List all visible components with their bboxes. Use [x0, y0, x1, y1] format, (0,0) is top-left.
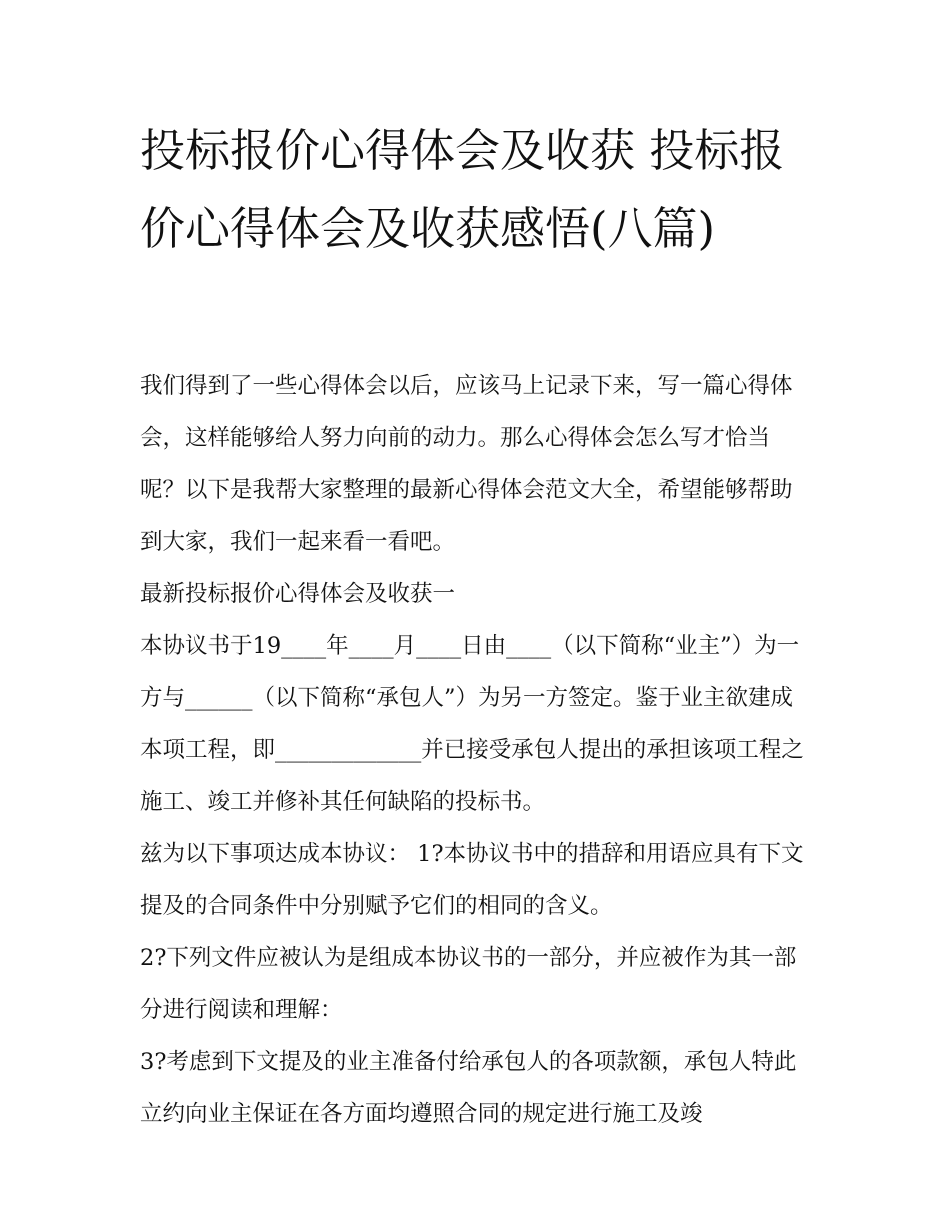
agreement-paragraph: 本协议书于19____年____月____日由____（以下简称“业主”）为一方与______（以下简称“承包人”）为另一方签定。鉴于业主欲建成本项工程，即_____________并已接受承包人提出的承担该项工程之施工、竣工并修补其任何缺陷的投标书。: [140, 633, 804, 815]
document-title: 投标报价心得体会及收获 投标报价心得体会及收获感悟(八篇): [140, 124, 785, 255]
clause-2-paragraph: 2?下列文件应被认为是组成本协议书的一部分，并应被作为其一部分进行阅读和理解：: [140, 945, 797, 1023]
clause-1-paragraph: 兹为以下事项达成本协议： 1?本协议书中的措辞和用语应具有下文提及的合同条件中分别赋予它们的相同的含义。: [140, 841, 804, 919]
section-heading: 最新投标报价心得体会及收获一: [140, 581, 456, 607]
intro-paragraph: 我们得到了一些心得体会以后，应该马上记录下来，写一篇心得体会，这样能够给人努力向前的动力。那么心得体会怎么写才恰当呢？以下是我帮大家整理的最新心得体会范文大全，希望能够帮助到大家，我们一起来看一看吧。: [140, 373, 793, 555]
clause-3-paragraph: 3?考虑到下文提及的业主准备付给承包人的各项款额，承包人特此立约向业主保证在各方面均遵照合同的规定进行施工及竣: [140, 1049, 797, 1127]
document-body: [140, 360, 812, 1140]
